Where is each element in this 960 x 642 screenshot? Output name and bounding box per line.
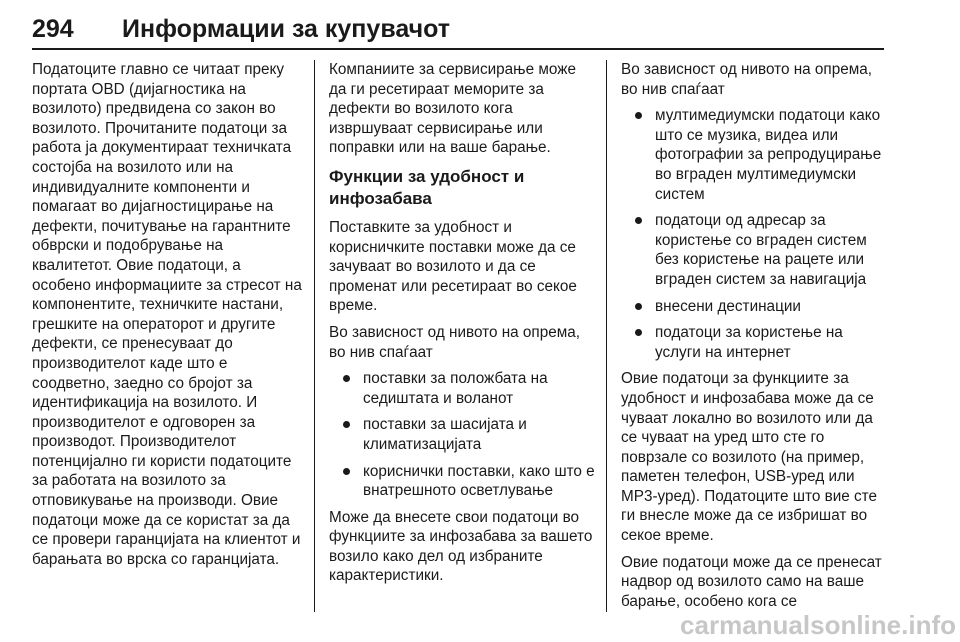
column-left	[32, 60, 302, 576]
column-middle	[329, 60, 595, 593]
bullet-dot-icon	[635, 303, 642, 310]
paragraph-data-storage: Овие податоци за функциите за удобност и инфозабава може да се чуваат локално во возилото или да се чуваат на уред што сте го поврзале со возилото (на пример, паметен телефон, USB-уред или MP3-уред). Податоците што вие сте ги внесле може да се избришат во секое време.	[621, 370, 878, 545]
column-divider-right	[606, 60, 607, 612]
paragraph-infotainment-input: Може да внесете свои податоци во функциите за инфозабава за вашето возило како дел од избраните карактеристики.	[329, 508, 593, 585]
list-item: внесени дестинации	[621, 297, 889, 317]
list-item: податоци од адресар за користење со вграден систем без користење на рацете или вграден систем за навигација	[621, 211, 889, 289]
bullet-dot-icon	[635, 112, 642, 119]
section-heading-comfort: Функции за удобност и инфозабава	[329, 166, 525, 208]
paragraph-obd-data: Податоците главно се читаат преку портата OBD (дијагностика на возилото) предвидена со закон во возилото. Прочитаните податоци за работа ја документираат техничката состојба на возилото или на индивидуалните компоненти и помагаат во дијагностицирање на дефекти, почитување на гарантните обврски и подобрување на квалитетот. Овие податоци, а особено информациите за стресот на компонентите, техничките настани, грешките на операторот и другите дефекти, се пренесуваат до производителот каде што е соодветно, заедно со бројот за идентификација на возилото. И производителот е одговорен за производот. Производителот потенцијално ги користи податоците за работата на возилото за отповикување на производи. Овие податоци може да се користат за да се провери гаранцијата на клиентот и барањата во врска со гаранцијата.	[32, 61, 302, 568]
list-item: поставки за шасијата и климатизацијата	[329, 415, 595, 454]
column-right	[621, 60, 889, 618]
page-number: 294	[32, 15, 74, 43]
bullet-list-settings	[329, 369, 595, 501]
paragraph-data-transfer: Овие податоци може да се пренесат надвор од возилото само на ваше барање, особено кога се	[621, 553, 882, 610]
bullet-dot-icon	[343, 375, 350, 382]
list-item: поставки за положбата на седиштата и воланот	[329, 369, 595, 408]
paragraph-comfort-settings: Поставките за удобност и корисничките поставки може да се зачуваат во возилото и да се променат или ресетираат во секое време.	[329, 218, 577, 315]
list-item: мултимедиумски податоци како што се музика, видеа или фотографии за репродуцирање во вграден мултимедиумски систем	[621, 106, 889, 204]
watermark: carmanualsonline.info	[680, 610, 956, 640]
paragraph-equipment-level-2: Во зависност од нивото на опрема, во нив спаѓаат	[621, 61, 873, 98]
page-title: Информации за купувачот	[122, 15, 451, 43]
column-divider-left	[314, 60, 315, 612]
bullet-dot-icon	[635, 217, 642, 224]
paragraph-service-reset: Компаниите за сервисирање може да ги ресетираат меморите за дефекти во возилото кога извршуваат сервисирање или поправки или на ваше барање.	[329, 61, 576, 157]
bullet-dot-icon	[635, 329, 642, 336]
list-item: податоци за користење на услуги на интернет	[621, 323, 889, 362]
bullet-list-data	[621, 106, 889, 362]
paragraph-equipment-level: Во зависност од нивото на опрема, во нив спаѓаат	[329, 323, 581, 361]
bullet-dot-icon	[343, 468, 350, 475]
bullet-dot-icon	[343, 421, 350, 428]
list-item: кориснички поставки, како што е внатрешното осветлување	[329, 462, 595, 501]
page-header	[32, 14, 884, 50]
